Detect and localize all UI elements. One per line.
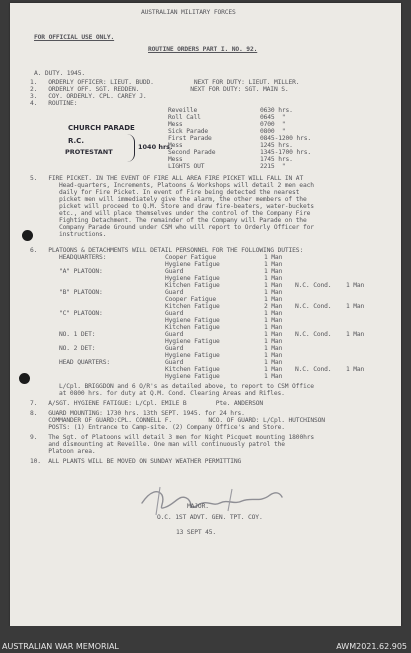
protestant-text: PROTESTANT [65,148,113,156]
fatigue-duty: Guard [165,310,184,317]
fire-line: picket will proceed to Q.M. Store and draw fire-beaters, water-buckets [59,203,314,210]
church-parade-text: CHURCH PARADE [68,124,135,132]
fatigue-duty: Cooper Fatigue [165,254,216,261]
routine-label: Mess [168,142,183,149]
fatigue-extra: N.C. Cond. 1 Man [295,366,365,373]
archive-reference: AWM2021.62.905 [336,642,407,651]
routine-label: Sick Parade [168,128,209,135]
fatigue-unit: "A" PLATOON: [59,268,103,275]
fire-line: Head-quarters, Increments, Platoons & Workshops will detail 2 men each [59,182,314,189]
fatigue-duty: Kitchen Fatigue [165,366,220,373]
routine-time: 1745 hrs. [260,156,293,163]
closing-line: 9. The Sgt. of Platoons will detail 3 men for Night Picquet mounting 1800hrs [30,434,315,441]
fire-heading: 5. FIRE PICKET. IN THE EVENT OF FIRE ALL AREA FIRE PICKET WILL FALL IN AT [30,175,304,182]
punch-hole [22,230,33,241]
fatigue-duty: Guard [165,289,184,296]
fatigue-note-line: at 0800 hrs. for duty at Q.M. Cond. Clearing Areas and Rifles. [59,390,285,397]
document-title: AUSTRALIAN MILITARY FORCES [141,9,236,16]
routine-time: 1345-1700 hrs. [260,149,311,156]
routine-label: Reveille [168,107,198,114]
fatigue-unit: NO. 1 DET: [59,331,96,338]
fatigue-duty: Guard [165,331,184,338]
signatory-unit: O.C. 1ST ADVT. GEN. TPT. COY. [157,514,263,521]
routine-time: 0630 hrs. [260,107,293,114]
fatigue-men: 1 Man [264,268,283,275]
archive-footer [0,626,411,653]
church-time-text: 1040 hrs. [138,143,173,151]
brace-mark [127,134,135,162]
fatigue-unit: HEAD QUARTERS: [59,359,110,366]
fatigue-men: 1 Man [264,289,283,296]
routine-time: 0845-1200 hrs. [260,135,311,142]
fatigue-unit: "C" PLATOON: [59,310,103,317]
rc-text: R.C. [68,137,84,145]
fatigue-men: 2 Man [264,303,283,310]
fatigue-unit: "B" PLATOON: [59,289,103,296]
fatigue-men: 1 Man [264,310,283,317]
fatigue-men: 1 Man [264,254,283,261]
fire-line: Company Parade Ground under CSM who will report to Orderly Officer for [59,224,314,231]
fire-line: picket men will immediately give the alarm, the other members of the [59,196,307,203]
fatigue-extra: N.C. Cond. 1 Man [295,303,365,310]
fatigue-note-line: L/Cpl. BRIGGDON and 6 O/R's as detailed above, to report to CSM Office [59,383,314,390]
duty-line: 1. ORDERLY OFFICER: LIEUT. BUDD. NEXT FOR DUTY: LIEUT. MILLER. [30,79,300,86]
duty-line: 3. COY. ORDERLY. CPL. CAREY J. [30,93,147,100]
fatigue-duty: Hygiene Fatigue [165,261,220,268]
routine-label: Roll Call [168,114,201,121]
fatigue-extra: N.C. Cond. 1 Man [295,331,365,338]
routine-label: Second Parade [168,149,216,156]
fatigue-men: 1 Man [264,331,283,338]
routine-label: LIGHTS OUT [168,163,205,170]
archive-name: AUSTRALIAN WAR MEMORIAL [2,642,119,651]
fatigue-duty: Guard [165,268,184,275]
fatigue-men: 1 Man [264,324,283,331]
fatigue-duty: Guard [165,359,184,366]
fatigue-duty: Hygiene Fatigue [165,317,220,324]
fatigue-extra: N.C. Cond. 1 Man [295,282,365,289]
fatigue-duty: Cooper Fatigue [165,296,216,303]
fatigue-duty: Hygiene Fatigue [165,373,220,380]
closing-line: COMMANDER OF GUARD:CPL. CONNELL F. NCO. OF GUARD: L/Cpl. HUTCHINSON [30,417,325,424]
closing-line: 7. A/SGT. HYGIENE FATIGUE: L/Cpl. EMILE B Pte. ANDERSON [30,400,264,407]
duty-line: 2. ORDERLY OFF. SGT. REDDEN. NEXT FOR DUTY: SGT. MAIN S. [30,86,289,93]
fatigue-duty: Hygiene Fatigue [165,275,220,282]
routine-time: 0800 " [260,128,286,135]
duty-line: 4. ROUTINE: [30,100,78,107]
fire-line: daily for Fire Picket. In event of Fire being detected the nearest [59,189,300,196]
routine-time: 0700 " [260,121,286,128]
closing-line: POSTS: (1) Entrance to Camp-site. (2) Company Office's and Store. [30,424,285,431]
routine-label: Mess [168,121,183,128]
fatigue-men: 1 Man [264,261,283,268]
orders-title: ROUTINE ORDERS PART I. NO. 92. [148,46,258,53]
closing-line: 8. GUARD MOUNTING: 1730 hrs. 13th SEPT. 1945. for 24 hrs. [30,410,245,417]
routine-time: 1245 hrs. [260,142,293,149]
fire-line: etc., and will place themselves under the control of the Company Fire [59,210,311,217]
fatigue-men: 1 Man [264,296,283,303]
fatigue-men: 1 Man [264,352,283,359]
routine-label: Mess [168,156,183,163]
fatigue-unit: HEADQUARTERS: [59,254,107,261]
closing-line: and dismounting at Reveille. One man will continuously patrol the [30,441,285,448]
fatigue-heading: 6. PLATOONS & DETACHMENTS WILL DETAIL PERSONNEL FOR THE FOLLOWING DUTIES: [30,247,304,254]
fire-line: Fighting Detachment. The remainder of the Company will Parade on the [59,217,307,224]
fatigue-men: 1 Man [264,317,283,324]
fatigue-duty: Hygiene Fatigue [165,338,220,345]
signature-date: 13 SEPT 45. [176,529,217,536]
fatigue-duty: Kitchen Fatigue [165,303,220,310]
fatigue-men: 1 Man [264,373,283,380]
fatigue-duty: Hygiene Fatigue [165,352,220,359]
punch-hole [19,373,30,384]
duty-heading: A. DUTY. 1945. [34,70,85,77]
fatigue-men: 1 Man [264,338,283,345]
signatory-rank: MAJOR. [187,503,209,510]
routine-time: 2215 " [260,163,286,170]
fire-line: instructions. [59,231,107,238]
fatigue-duty: Guard [165,345,184,352]
official-use-line: FOR OFFICIAL USE ONLY. [34,34,115,41]
fatigue-men: 1 Man [264,282,283,289]
fatigue-unit: NO. 2 DET: [59,345,96,352]
routine-label: First Parade [168,135,212,142]
fatigue-duty: Kitchen Fatigue [165,324,220,331]
closing-line: 10. ALL PLANTS WILL BE MOVED ON SUNDAY WEATHER PERMITTING [30,458,242,465]
fatigue-duty: Kitchen Fatigue [165,282,220,289]
fatigue-men: 1 Man [264,366,283,373]
fatigue-men: 1 Man [264,345,283,352]
document-page [10,3,401,626]
closing-line: Platoon area. [30,448,96,455]
routine-time: 0645 " [260,114,286,121]
fatigue-men: 1 Man [264,359,283,366]
fatigue-men: 1 Man [264,275,283,282]
